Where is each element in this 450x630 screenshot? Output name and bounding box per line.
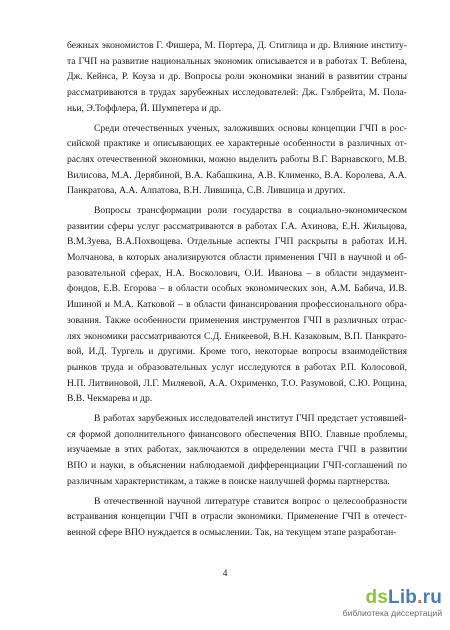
text-line: рынков труда и образовательных услуг исследуются в работах Р.П. Колосовой, [67,362,407,373]
text-line: бежных экономистов Г. Фишера, М. Портера, Д. Стиглица и др. Влияние институ- [67,40,407,51]
text-line: В.М.Зуева, В.А.Похвощева. Отдельные аспекты ГЧП раскрыты в работах И.Н. [67,236,407,247]
text-line: Панкратова, А.А. Алпатова, В.Н. Лившица, С.В. Лившица и других. [67,185,346,196]
text-line: развитии сферы услуг рассматриваются в работах Г.А. Ахинова, Е.Н. Жильцова, [67,221,407,232]
text-line: Вопросы трансформации роли государства в социально-экономическом [94,205,407,216]
text-line: сийской практике и описывающих ее характерные особенности в различных от- [67,138,407,149]
text-line: та ГЧП на развитие национальных экономик описывается и в работах Т. Веблена, [67,56,407,67]
text-line: Среди отечественных ученых, заложивших основы концепции ГЧП в рос- [94,123,407,134]
text-line: раслях отечественной экономики, можно выделить работы В.Г. Варнавского, М.В. [67,154,407,165]
text-line: изучаемые в этих работах, заключаются в определении места ГЧП в развитии [67,444,407,455]
logo-dot: . [417,587,423,608]
text-line: венной сфере ВПО нуждается в осмыслении. Так, на текущем этапе разработан- [67,527,397,538]
text-line: В.В. Чекмарева и др. [67,393,153,404]
text-line: рассматриваются в трудах зарубежных исследователей: Дж. Гэлбрейта, М. Пола- [67,87,407,98]
text-line: Дж. Кейнса, Р. Коуза и др. Вопросы роли экономики знаний в развитии страны [67,71,407,82]
page-number: 4 [222,568,228,579]
text-line: ньи, Э.Тоффлера, Й. Шумпетера и др. [67,103,222,114]
dslib-logo [365,588,442,608]
dslib-watermark [332,588,442,622]
text-line: Ишиной и М.А. Катковой – в области финансирования профессионального обра- [67,299,407,310]
text-line: различным характеристикам, а также в поиске наилучшей формы партнерства. [67,476,390,487]
text-line: разовательной сферах, Н.А. Восколович, О.И. Иванова – в области эндаумент- [67,268,407,279]
text-line: ВПО и науки, в объяснении наблюдаемой дифференциации ГЧП-соглашений по [67,460,407,471]
text-line: В отечественной научной литературе ставится вопрос о целесообразности [94,496,407,507]
text-line: фондов, Е.В. Егорова – в области особых экономических зон, А.М. Бабича, И.В. [67,283,407,294]
text-line: ся формой дополнительного финансового обеспечения ВПО. Главные проблемы, [67,429,407,440]
text-line: Молчанова, в которых анализируются области применения ГЧП в научной и об- [67,252,407,263]
text-line: вой, И.Д. Тургель и другими. Кроме того, некоторые вопросы взаимодействия [67,346,407,357]
logo-ds: ds [365,587,389,608]
text-line: Н.П. Литвиновой, Л.Г. Миляевой, А.А. Охрименко, Т.О. Разумовой, С.Ю. Рощина, [67,378,407,389]
text-line: лях экономики рассматриваются С.Д. Еникеевой, В.Н. Казаковым, В.П. Панкрато- [67,331,407,342]
text-line: зования. Также особенности применения инструментов ГЧП в различных отрас- [67,315,407,326]
text-line: встраивания концепции ГЧП в отрасли экономики. Применение ГЧП в отечест- [67,511,407,522]
watermark-tagline: библиотека диссертаций [342,608,442,618]
logo-ru: ru [422,587,442,608]
text-line: Вилисова, М.А. Дерябиной, В.А. Кабашкина, А.В. Клименко, В.А. Королева, А.А. [67,170,407,181]
logo-lib: Lib [388,587,418,608]
text-line: В работах зарубежных исследователей институт ГЧП предстает устоявшей- [94,413,407,424]
